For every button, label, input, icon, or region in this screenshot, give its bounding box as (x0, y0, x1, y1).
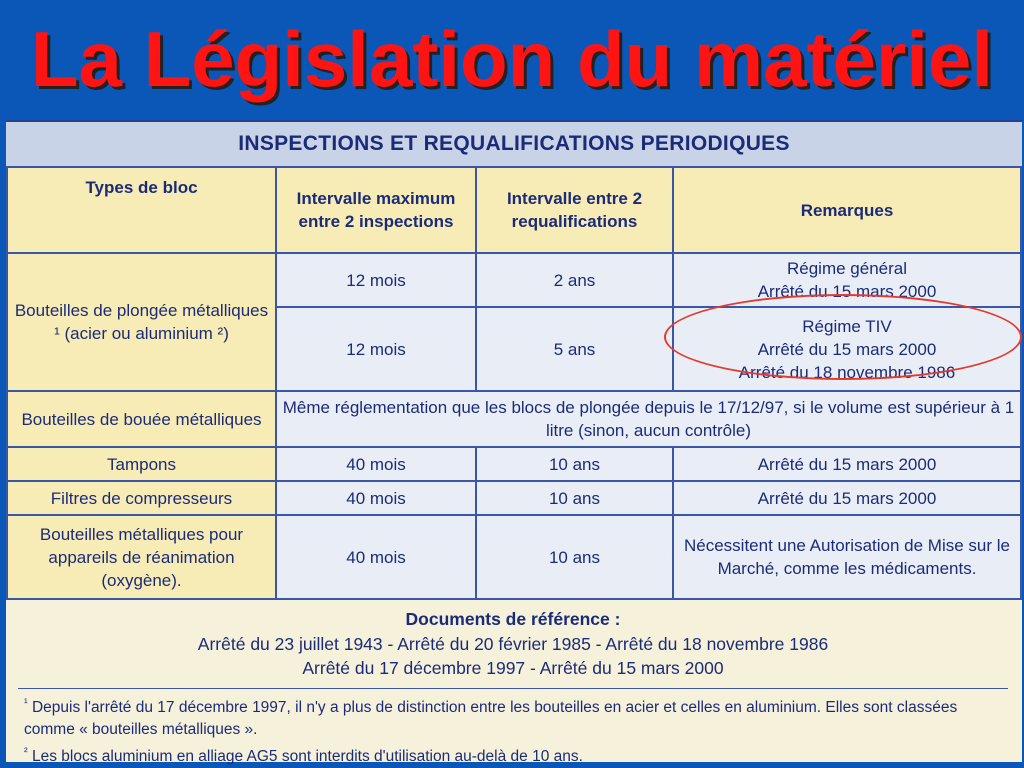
header-inspection: Intervalle maximum entre 2 inspections (276, 167, 476, 253)
remark-line: Régime TIV (802, 316, 892, 336)
cell-type: Tampons (7, 447, 276, 481)
scanned-document (6, 120, 1022, 766)
header-requal: Intervalle entre 2 requalifications (476, 167, 673, 253)
remark-line: Arrêté du 15 mars 2000 (757, 282, 937, 301)
cell-requal: 5 ans (476, 307, 673, 391)
footnote-mark: ² (24, 746, 28, 759)
footnote-text: Depuis l'arrêté du 17 décembre 1997, il n'y a plus de distinction entre les bouteilles en acier et celles en aluminium. Elles sont classées comme « bouteilles métalliques ». (24, 699, 958, 739)
slide-title: La Législation du matériel (30, 15, 994, 103)
cell-inspection: 40 mois (276, 481, 476, 515)
cell-inspection: 12 mois (276, 307, 476, 391)
table-row (7, 515, 1021, 599)
cell-type: Bouteilles métalliques pour appareils de réanimation (oxygène). (7, 515, 276, 599)
cell-remarks: Arrêté du 15 mars 2000 (673, 447, 1021, 481)
cell-inspection: 12 mois (276, 253, 476, 307)
header-remarks: Remarques (673, 167, 1021, 253)
remark-line: Arrêté du 18 novembre 1986 (738, 362, 956, 382)
footnote-1 (24, 692, 1004, 741)
cell-type: Bouteilles de plongée métalliques ¹ (acier ou aluminium ²) (7, 253, 276, 391)
cell-remarks: Nécessitent une Autorisation de Mise sur le Marché, comme les médicaments. (673, 515, 1021, 599)
table-row (7, 391, 1021, 447)
footnote-text: Les blocs aluminium en alliage AG5 sont interdits d'utilisation au-delà de 10 ans. (31, 748, 583, 766)
cell-requal: 10 ans (476, 481, 673, 515)
table-row (7, 481, 1021, 515)
header-type: Types de bloc (7, 167, 276, 253)
table-header-row (7, 167, 1021, 253)
cell-remarks: Arrêté du 15 mars 2000 (673, 481, 1021, 515)
inspection-table (6, 166, 1022, 600)
remark-line: Régime général (786, 259, 907, 278)
references-line: Arrêté du 17 décembre 1997 - Arrêté du 15 mars 2000 (302, 658, 724, 678)
references-line: Arrêté du 23 juillet 1943 - Arrêté du 20 février 1985 - Arrêté du 18 novembre 1986 (197, 634, 829, 654)
reference-documents (6, 602, 1020, 684)
footnote-2 (24, 741, 1004, 768)
footnote-mark: ¹ (24, 697, 28, 709)
cell-span-text: Même réglementation que les blocs de plongée depuis le 17/12/97, si le volume est supérieur à 1 litre (sinon, aucun contrôle) (276, 391, 1021, 447)
cell-type: Filtres de compresseurs (7, 481, 276, 515)
cell-requal: 10 ans (476, 515, 673, 599)
cell-type: Bouteilles de bouée métalliques (7, 391, 276, 447)
table-row (7, 447, 1021, 481)
footnotes (24, 692, 1004, 768)
cell-requal: 10 ans (476, 447, 673, 481)
cell-inspection: 40 mois (276, 447, 476, 481)
cell-remarks (673, 253, 1021, 307)
references-title: Documents de référence : (405, 609, 621, 629)
remark-line: Arrêté du 15 mars 2000 (757, 339, 937, 359)
cell-remarks (673, 307, 1021, 391)
footnote-divider (18, 688, 1008, 689)
cell-inspection: 40 mois (276, 515, 476, 599)
table-banner: INSPECTIONS ET REQUALIFICATIONS PERIODIQUES (6, 122, 1022, 166)
table-row (7, 253, 1021, 307)
cell-requal: 2 ans (476, 253, 673, 307)
